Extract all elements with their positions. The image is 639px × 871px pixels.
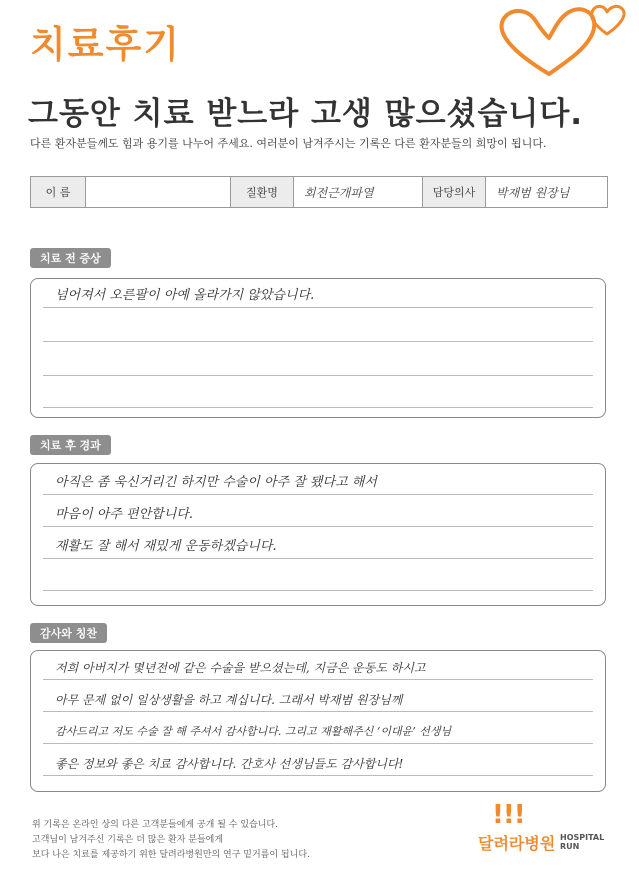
- name-label: 이 름: [31, 177, 86, 207]
- hospital-logo: [478, 800, 618, 860]
- before-line-3: [43, 353, 593, 376]
- section-label-thanks: 감사와 칭찬: [30, 623, 107, 643]
- before-line-2: [43, 319, 593, 342]
- footer-line-3: 보다 나은 치료를 제공하기 위한 달려라병원만의 연구 밑거름이 됩니다.: [32, 850, 310, 860]
- after-line-4: [43, 568, 593, 591]
- after-progress-box[interactable]: [30, 463, 606, 606]
- before-line-1: 넘어져서 오른팔이 아예 올라가지 않았습니다.: [43, 285, 593, 308]
- logo-eng: [560, 833, 604, 851]
- name-field[interactable]: [86, 177, 231, 207]
- before-line-4: [43, 385, 593, 408]
- thanks-line-4: 좋은 정보와 좋은 치료 감사합니다. 간호사 선생님들도 감사합니다!: [43, 753, 593, 776]
- subline: 다른 환자분들께도 힘과 용기를 나누어 주세요. 여러분이 남겨주시는 기록은 다른 환자분들의 희망이 됩니다.: [30, 137, 547, 150]
- doctor-label: 담당의사: [423, 177, 486, 207]
- patient-info-row: [30, 176, 608, 208]
- thanks-line-3: 감사드리고 저도 수술 잘 해 주셔서 감사합니다. 그리고 재활해주신 ‘이대윤’ 선생님: [43, 721, 593, 744]
- headline: 그동안 치료 받느라 고생 많으셨습니다.: [28, 96, 584, 132]
- logo-eng-line-1: HOSPITAL: [560, 833, 605, 842]
- thanks-line-1: 저희 아버지가 몇년전에 같은 수술을 받으셨는데, 지금은 운동도 하시고: [43, 657, 593, 680]
- page-title: 치료후기: [30, 23, 181, 66]
- thanks-line-2: 아무 문제 없이 일상생활을 하고 계십니다. 그래서 박재범 원장님께: [43, 689, 593, 712]
- thanks-box[interactable]: [30, 650, 606, 792]
- logo-eng-line-2: RUN: [560, 842, 580, 851]
- section-label-before: 치료 전 증상: [30, 248, 111, 268]
- logo-name: 달려라병원: [478, 834, 556, 853]
- logo-mark-icon: !!!: [492, 800, 525, 830]
- doctor-field[interactable]: 박재범 원장님: [496, 185, 570, 200]
- disease-field[interactable]: 회전근개파열: [294, 177, 423, 207]
- before-symptoms-box[interactable]: [30, 278, 606, 418]
- after-line-3: 재활도 잘 해서 재밌게 운동하겠습니다.: [43, 536, 593, 559]
- footer-line-2: 고객님이 남겨주신 기록은 더 많은 환자 분들에게: [32, 835, 224, 845]
- footer-notice: [32, 818, 310, 863]
- after-line-2: 마음이 아주 편안합니다.: [43, 504, 593, 527]
- section-label-after: 치료 후 경과: [30, 435, 111, 455]
- disease-label: 질환명: [231, 177, 294, 207]
- footer-line-1: 위 기록은 온라인 상의 다른 고객분들에게 공개 될 수 있습니다.: [32, 820, 278, 830]
- hearts-decoration-icon: [489, 2, 629, 82]
- after-line-1: 아직은 좀 욱신거리긴 하지만 수술이 아주 잘 됐다고 해서: [43, 472, 593, 495]
